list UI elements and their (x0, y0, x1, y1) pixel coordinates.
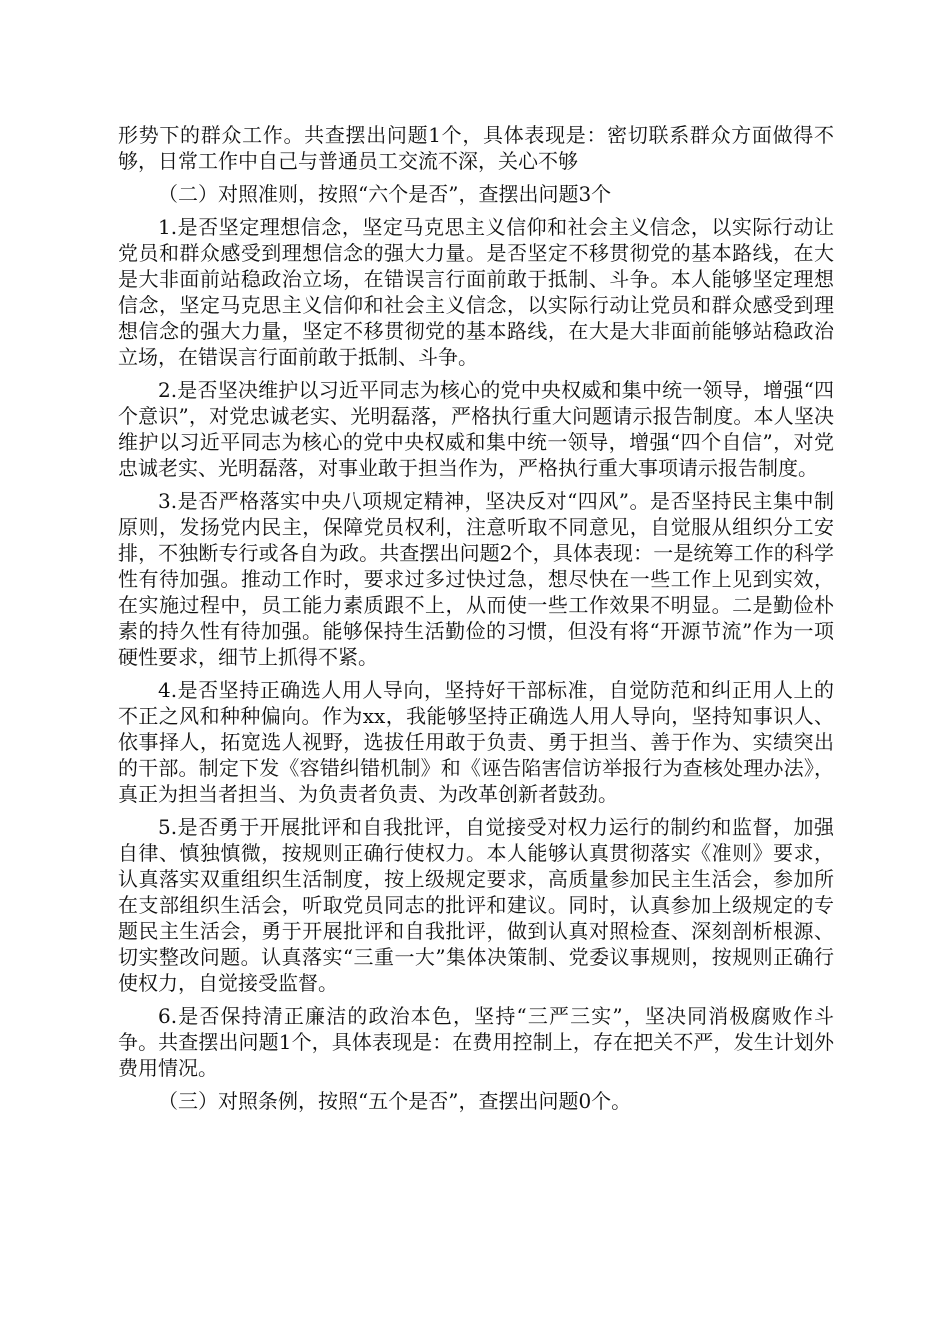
document-body (118, 122, 834, 1121)
paragraph-continuation: 形势下的群众工作。共查摆出问题1个，具体表现是：密切联系群众方面做得不够，日常工作中自己与普通员工交流不深，关心不够 (118, 123, 834, 173)
paragraph-item-4: 4.是否坚持正确选人用人导向，坚持好干部标准，自觉防范和纠正用人上的不正之风和种种偏向。作为xx，我能够坚持正确选人用人导向，坚持知事识人、依事择人，拓宽选人视野，选拔任用敢于负责、勇于担当、善于作为、实绩突出的干部。制定下发《容错纠错机制》和《诬告陷害信访举报行为查核处理办法》，真正为担当者担当、为负责者负责、为改革创新者鼓劲。 (118, 678, 834, 806)
paragraph-item-5: 5.是否勇于开展批评和自我批评，自觉接受对权力运行的制约和监督，加强自律、慎独慎微，按规则正确行使权力。本人能够认真贯彻落实《准则》要求，认真落实双重组织生活制度，按上级规定要求，高质量参加民主生活会，参加所在支部组织生活会，听取党员同志的批评和建议。同时，认真参加上级规定的专题民主生活会，勇于开展批评和自我批评，做到认真对照检查、深刻剖析根源、切实整改问题。认真落实“三重一大”集体决策制、党委议事规则，按规则正确行使权力，自觉接受监督。 (118, 815, 834, 995)
section-heading-2: （二）对照准则，按照“六个是否”，查摆出问题3个 (158, 182, 612, 206)
section-heading-3: （三）对照条例，按照“五个是否”，查摆出问题0个。 (158, 1089, 632, 1113)
paragraph-item-2: 2.是否坚决维护以习近平同志为核心的党中央权威和集中统一领导，增强“四个意识”，对党忠诚老实、光明磊落，严格执行重大问题请示报告制度。本人坚决维护以习近平同志为核心的党中央权威和集中统一领导，增强“四个自信”，对党忠诚老实、光明磊落，对事业敢于担当作为，严格执行重大事项请示报告制度。 (118, 378, 834, 480)
paragraph-item-6: 6.是否保持清正廉洁的政治本色，坚持“三严三实”，坚决同消极腐败作斗争。共查摆出问题1个，具体表现是：在费用控制上，存在把关不严，发生计划外费用情况。 (118, 1004, 834, 1080)
paragraph-item-1: 1.是否坚定理想信念，坚定马克思主义信仰和社会主义信念，以实际行动让党员和群众感受到理想信念的强大力量。是否坚定不移贯彻党的基本路线，在大是大非面前站稳政治立场，在错误言行面前敢于抵制、斗争。本人能够坚定理想信念，坚定马克思主义信仰和社会主义信念，以实际行动让党员和群众感受到理想信念的强大力量，坚定不移贯彻党的基本路线，在大是大非面前能够站稳政治立场，在错误言行面前敢于抵制、斗争。 (118, 215, 834, 369)
paragraph-item-3: 3.是否严格落实中央八项规定精神，坚决反对“四风”。是否坚持民主集中制原则，发扬党内民主，保障党员权利，注意听取不同意见，自觉服从组织分工安排，不独断专行或各自为政。共查摆出问题2个，具体表现：一是统筹工作的科学性有待加强。推动工作时，要求过多过快过急，想尽快在一些工作上见到实效，在实施过程中，员工能力素质跟不上，从而使一些工作效果不明显。二是勤俭朴素的持久性有待加强。能够保持生活勤俭的习惯，但没有将“开源节流”作为一项硬性要求，细节上抓得不紧。 (118, 489, 834, 669)
